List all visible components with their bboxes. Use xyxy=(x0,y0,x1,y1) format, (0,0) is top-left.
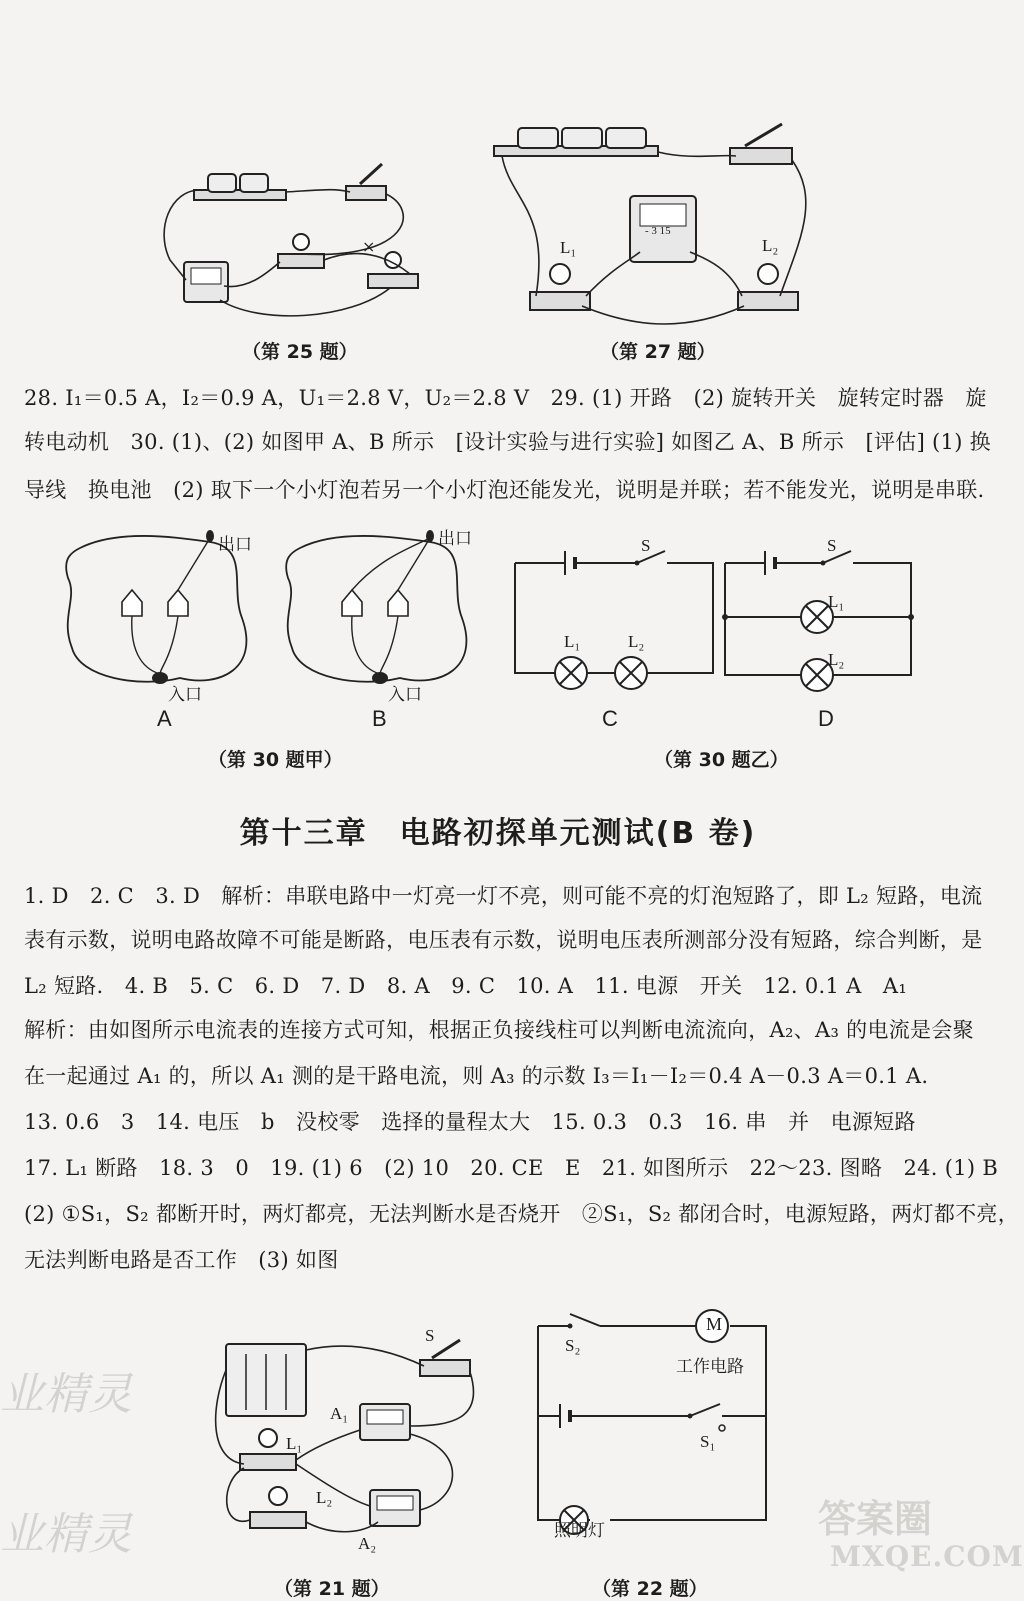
answer-line: 解析：由如图所示电流表的连接方式可知，根据正负接线柱可以判断电流流向，A₂、A₃ 的电流是会聚 xyxy=(24,1018,974,1042)
answer-line: 转电动机 30. (1)、(2) 如图甲 A、B 所示 [设计实验与进行实验] 如图乙 A、B 所示 [评估] (1) 换 xyxy=(24,430,991,454)
chapter-title: 第十三章 电路初探单元测试(B 卷) xyxy=(239,816,757,851)
q21-ammeter-a1-label: A₁ xyxy=(330,1404,349,1423)
lamp-label-l2: L₂ xyxy=(828,650,845,669)
maze-exit-label: 出口 xyxy=(218,535,252,554)
watermark-text: 业精灵 xyxy=(0,1369,132,1420)
svg-text:×: × xyxy=(362,237,376,256)
q21-switch-label: S xyxy=(425,1326,435,1345)
lamp-label-l1: L₁ xyxy=(564,632,581,651)
panel-label-c: C xyxy=(602,706,618,731)
figure-q21-circuit xyxy=(210,1330,480,1555)
panel-label-a: A xyxy=(157,706,172,731)
caption-q30b: （第 30 题乙） xyxy=(654,749,789,771)
label-q27-meter-scale: - 3 15 xyxy=(645,225,671,237)
maze-exit-label: 出口 xyxy=(438,529,472,548)
switch-label: S xyxy=(827,536,837,555)
q22-switch-s1-label: S₁ xyxy=(700,1432,716,1451)
figure-q30-circuit-c xyxy=(515,545,715,695)
answer-line: (2) ①S₁，S₂ 都断开时，两灯都亮，无法判断水是否烧开 ②S₁，S₂ 都闭合时，电源短路，两灯都不亮， xyxy=(24,1202,1020,1226)
watermark-corner-url: MXQE.COM xyxy=(830,1540,1024,1573)
answer-line: L₂ 短路. 4. B 5. C 6. D 7. D 8. A 9. C 10. A 11. 电源 开关 12. 0.1 A A₁ xyxy=(24,974,908,998)
caption-q22: （第 22 题） xyxy=(592,1578,708,1600)
q22-motor-label: M xyxy=(706,1314,723,1334)
q22-lamp-label: 照明灯 xyxy=(554,1521,605,1541)
figure-q30-circuit-d xyxy=(725,545,915,695)
maze-entry-label: 入口 xyxy=(168,685,202,704)
maze-entry-label: 入口 xyxy=(388,685,422,704)
answer-line: 无法判断电路是否工作 (3) 如图 xyxy=(24,1248,339,1272)
answer-line: 表有示数，说明电路故障不可能是断路，电压表有示数，说明电压表所测部分没有短路，综合判断，是 xyxy=(24,928,983,952)
watermark-corner: 答案圈 xyxy=(818,1496,933,1541)
label-q27-l1: L₁ xyxy=(560,238,577,257)
answer-line: 1. D 2. C 3. D 解析：串联电路中一灯亮一灯不亮，则可能不亮的灯泡短路了，即 L₂ 短路，电流 xyxy=(24,884,983,908)
caption-q25: （第 25 题） xyxy=(242,341,358,363)
answer-line: 13. 0.6 3 14. 电压 b 没校零 选择的量程太大 15. 0.3 0.3 16. 串 并 电源短路 xyxy=(24,1110,916,1134)
q21-lamp-l1-label: L₁ xyxy=(286,1434,303,1453)
q21-ammeter-a2-label: A₂ xyxy=(358,1534,377,1553)
figure-q30-maze-b xyxy=(280,528,480,698)
figure-q25-circuit xyxy=(150,150,450,335)
q22-switch-s2-label: S₂ xyxy=(565,1336,581,1355)
answer-line: 28. I₁＝0.5 A，I₂＝0.9 A，U₁＝2.8 V，U₂＝2.8 V 29. (1) 开路 (2) 旋转开关 旋转定时器 旋 xyxy=(24,386,987,410)
watermark-text: 业精灵 xyxy=(0,1509,132,1560)
answer-line: 在一起通过 A₁ 的，所以 A₁ 测的是干路电流，则 A₃ 的示数 I₃＝I₁－I₂＝0.4 A－0.3 A＝0.1 A. xyxy=(24,1064,929,1088)
panel-label-d: D xyxy=(818,706,834,731)
q21-lamp-l2-label: L₂ xyxy=(316,1488,333,1507)
answer-line: 导线 换电池 (2) 取下一个小灯泡若另一个小灯泡还能发光，说明是并联；若不能发光，说明是串联. xyxy=(24,478,985,502)
caption-q21: （第 21 题） xyxy=(274,1578,390,1600)
lamp-label-l1: L₁ xyxy=(828,592,845,611)
answer-line: 17. L₁ 断路 18. 3 0 19. (1) 6 (2) 10 20. CE E 21. 如图所示 22～23. 图略 24. (1) B xyxy=(24,1156,999,1180)
label-q27-l2: L₂ xyxy=(762,236,779,255)
lamp-label-l2: L₂ xyxy=(628,632,645,651)
panel-label-b: B xyxy=(372,706,387,731)
switch-label: S xyxy=(641,536,651,555)
caption-q27: （第 27 题） xyxy=(600,341,716,363)
caption-q30a: （第 30 题甲） xyxy=(208,749,343,771)
q22-work-circuit-label: 工作电路 xyxy=(676,1357,744,1377)
